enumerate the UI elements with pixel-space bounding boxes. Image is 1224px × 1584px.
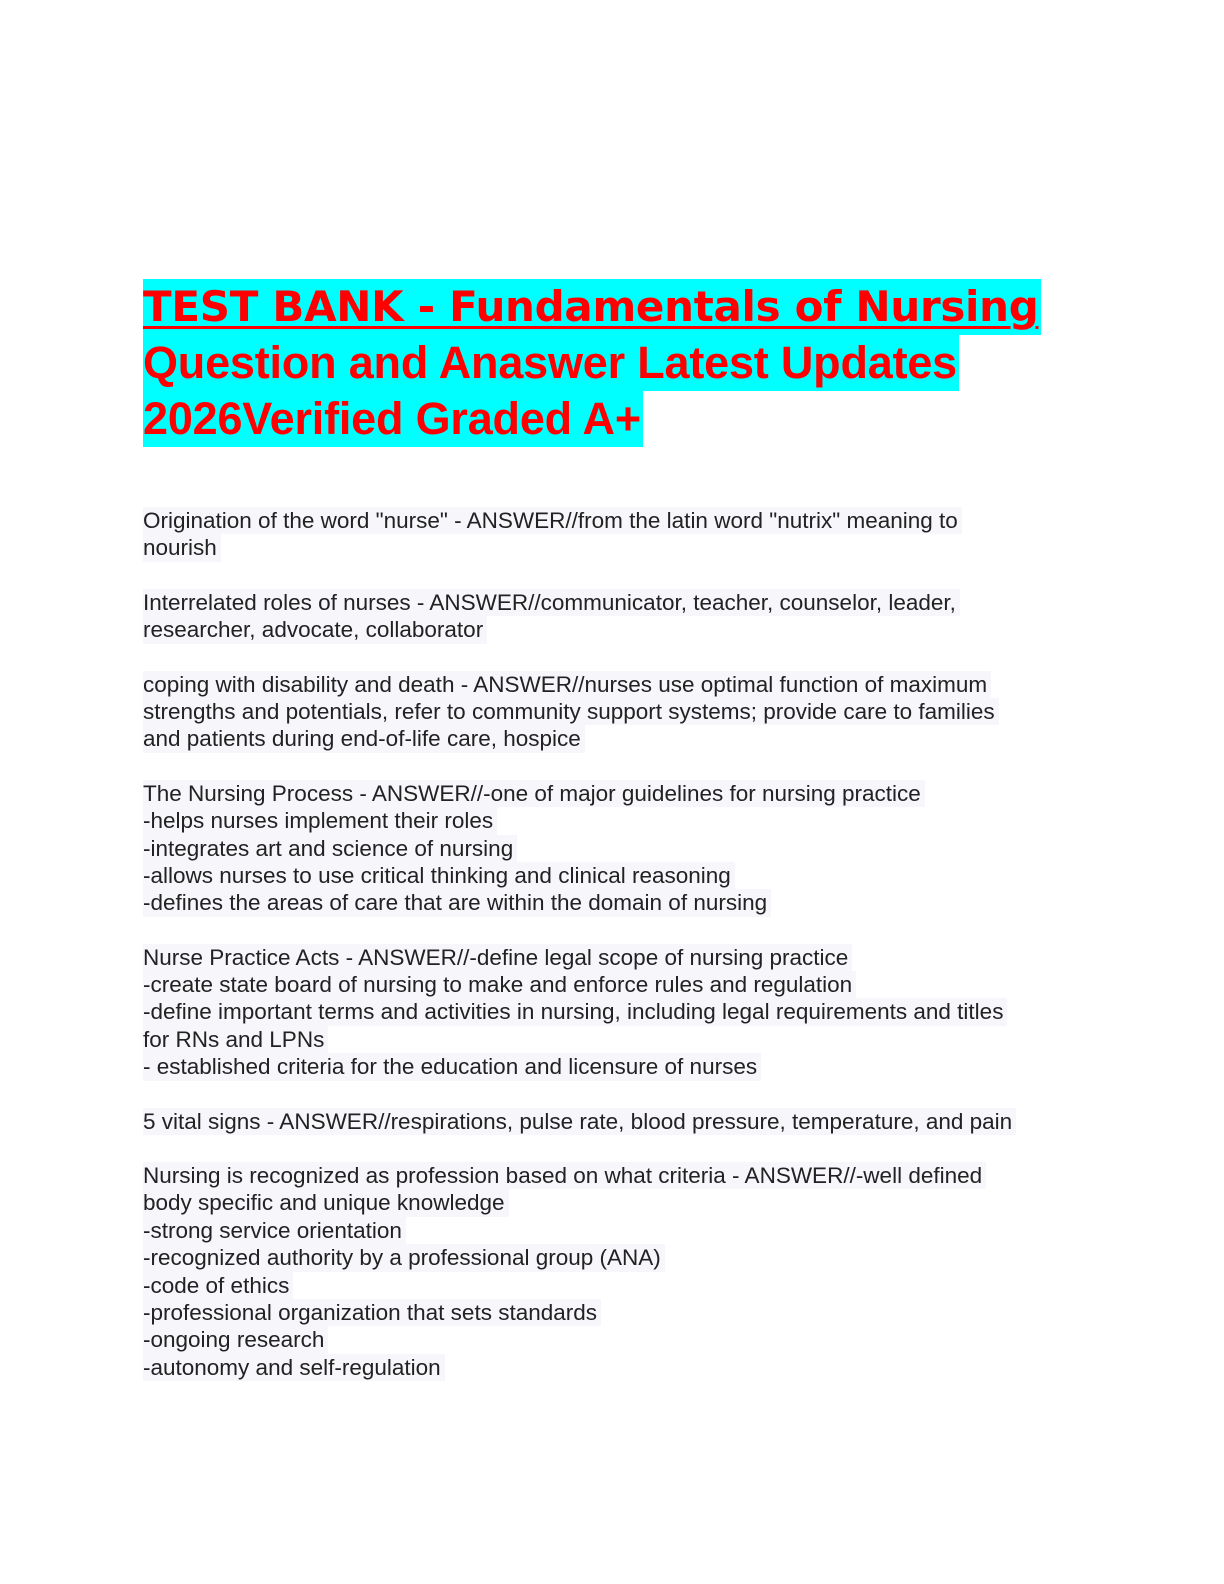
- qa-line: researcher, advocate, collaborator: [143, 616, 487, 643]
- qa-line: strengths and potentials, refer to community support systems; provide care to families: [143, 698, 999, 725]
- title-line-2: Question and Anaswer Latest Updates: [143, 335, 959, 391]
- qa-item: [143, 944, 1083, 1081]
- qa-line: -code of ethics: [143, 1272, 293, 1299]
- title-line-3: 2026Verified Graded A+: [143, 391, 643, 447]
- qa-line: for RNs and LPNs: [143, 1026, 328, 1053]
- qa-line: Interrelated roles of nurses - ANSWER//communicator, teacher, counselor, leader,: [143, 589, 960, 616]
- qa-list: [143, 507, 1083, 1408]
- qa-line: -professional organization that sets standards: [143, 1299, 601, 1326]
- qa-line: coping with disability and death - ANSWER//nurses use optimal function of maximum: [143, 671, 991, 698]
- qa-line: -recognized authority by a professional group (ANA): [143, 1244, 665, 1271]
- qa-line: -define important terms and activities in nursing, including legal requirements and titles: [143, 998, 1007, 1025]
- qa-line: Origination of the word "nurse" - ANSWER//from the latin word "nutrix" meaning to: [143, 507, 962, 534]
- qa-line: Nursing is recognized as profession based on what criteria - ANSWER//-well defined: [143, 1162, 986, 1189]
- qa-line: nourish: [143, 534, 221, 561]
- qa-line: -integrates art and science of nursing: [143, 835, 517, 862]
- qa-item: [143, 1108, 1083, 1135]
- qa-line: -ongoing research: [143, 1326, 328, 1353]
- qa-line: - established criteria for the education and licensure of nurses: [143, 1053, 761, 1080]
- qa-line: -create state board of nursing to make and enforce rules and regulation: [143, 971, 856, 998]
- qa-item: [143, 671, 1083, 753]
- qa-line: -autonomy and self-regulation: [143, 1354, 445, 1381]
- qa-item: [143, 780, 1083, 917]
- qa-line: The Nursing Process - ANSWER//-one of major guidelines for nursing practice: [143, 780, 925, 807]
- qa-line: body specific and unique knowledge: [143, 1189, 509, 1216]
- title-line-1: TEST BANK - Fundamentals of Nursing: [143, 279, 1041, 335]
- qa-line: -defines the areas of care that are within the domain of nursing: [143, 889, 771, 916]
- qa-item: [143, 507, 1083, 562]
- qa-line: -helps nurses implement their roles: [143, 807, 497, 834]
- qa-line: 5 vital signs - ANSWER//respirations, pulse rate, blood pressure, temperature, and pain: [143, 1108, 1016, 1135]
- qa-item: [143, 589, 1083, 644]
- qa-line: Nurse Practice Acts - ANSWER//-define legal scope of nursing practice: [143, 944, 852, 971]
- qa-line: -strong service orientation: [143, 1217, 406, 1244]
- qa-line: and patients during end-of-life care, hospice: [143, 725, 585, 752]
- qa-line: -allows nurses to use critical thinking and clinical reasoning: [143, 862, 735, 889]
- qa-item: [143, 1162, 1083, 1381]
- document-title: [143, 279, 1043, 447]
